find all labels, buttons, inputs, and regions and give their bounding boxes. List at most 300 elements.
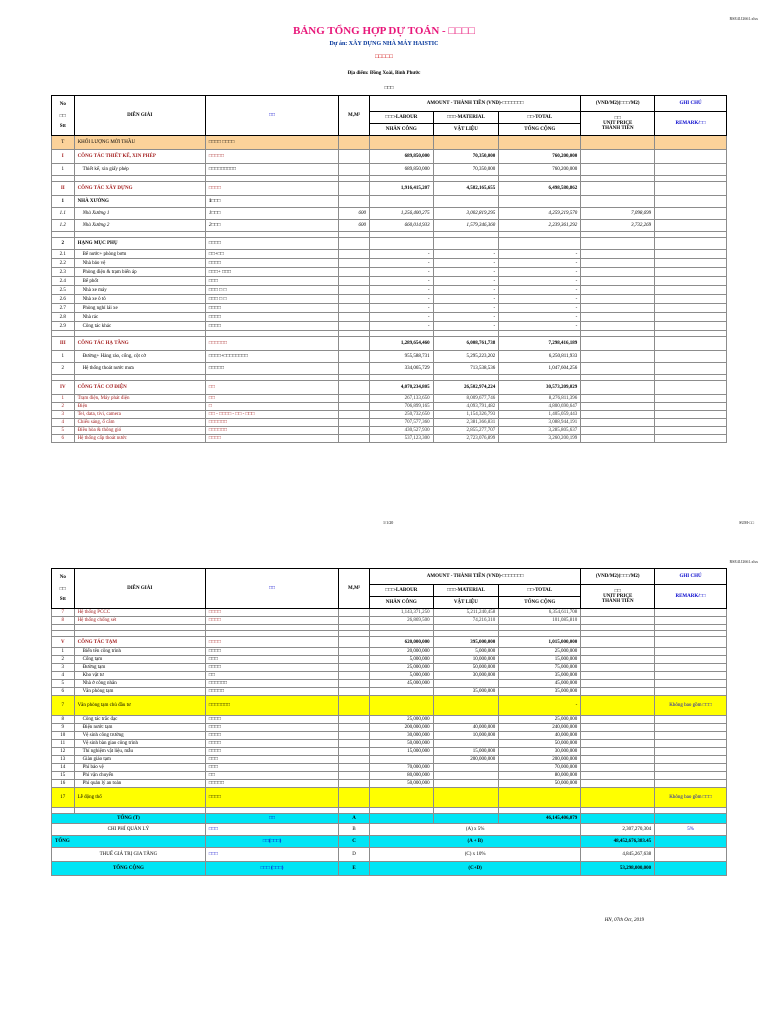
- row-note: [655, 656, 727, 664]
- row-number: 14: [52, 764, 75, 772]
- row-total: 2,239,361,292: [499, 220, 581, 232]
- row-chinese: □□□□: [205, 609, 338, 617]
- table-row: [52, 780, 727, 788]
- row-note: [655, 220, 727, 232]
- row-chinese: 1□□□: [205, 208, 338, 220]
- summary-block: [52, 814, 727, 876]
- row-material: 40,000,000: [433, 724, 499, 732]
- row-material: 1,579,346,360: [433, 220, 499, 232]
- summary-tong-label: TỔNG: [52, 836, 206, 848]
- page-1-footer-left: 1/1/20: [383, 520, 394, 525]
- row-chinese: □□□ □ □: [205, 286, 338, 295]
- row-material: 30,000,000: [433, 672, 499, 680]
- row-area: [339, 696, 370, 716]
- row-note: [655, 322, 727, 331]
- row-labour: 20,000,000: [369, 648, 433, 656]
- row-note: [655, 772, 727, 780]
- row-unit-price: [581, 164, 655, 176]
- row-note: [655, 196, 727, 208]
- table-row: [52, 672, 727, 680]
- row-area: [339, 637, 370, 648]
- row-note: [655, 780, 727, 788]
- row-chinese: □□□□: [205, 304, 338, 313]
- row-area: [339, 664, 370, 672]
- row-description: Chiếu sáng, ổ cắm: [74, 419, 205, 427]
- row-material: 2,381,366,831: [433, 419, 499, 427]
- row-area: [339, 250, 370, 259]
- row-area: 600: [339, 220, 370, 232]
- row-total: 1,405,059,443: [499, 411, 581, 419]
- summary-tong-formula: (A + B): [369, 836, 580, 848]
- row-area: [339, 680, 370, 688]
- row-description: Điều hòa & thông gió: [74, 427, 205, 435]
- row-area: [339, 395, 370, 403]
- row-material: [433, 196, 499, 208]
- row-number: 2.3: [52, 268, 75, 277]
- row-labour: 200,000,000: [369, 724, 433, 732]
- row-total: -: [499, 259, 581, 268]
- row-total: [499, 136, 581, 150]
- row-note: [655, 716, 727, 724]
- header-material: □□□-MATERIAL: [433, 112, 499, 124]
- row-labour: 660,014,933: [369, 220, 433, 232]
- row-material: 5,211,240,458: [433, 609, 499, 617]
- row-total: 15,000,000: [499, 656, 581, 664]
- row-area: [339, 419, 370, 427]
- row-area: [339, 435, 370, 443]
- row-area: [339, 780, 370, 788]
- row-labour: [369, 756, 433, 764]
- row-number: 8: [52, 716, 75, 724]
- row-material: [433, 772, 499, 780]
- row-number: 2.8: [52, 313, 75, 322]
- table-row: [52, 304, 727, 313]
- row-material: 2,855,277,707: [433, 427, 499, 435]
- table-row: [52, 609, 727, 617]
- row-note: [655, 680, 727, 688]
- summary-vat-value: 4,845,267,638: [581, 848, 655, 862]
- row-chinese: □□□□□□□□□: [205, 164, 338, 176]
- row-number: 2.9: [52, 322, 75, 331]
- row-unit-price: [581, 403, 655, 411]
- row-unit-price: [581, 150, 655, 164]
- summary-vat-formula: (C) x 10%: [369, 848, 580, 862]
- file-reference-2: RSE41J2661.xlsx: [729, 559, 758, 564]
- row-labour: [369, 196, 433, 208]
- summary-grand-cn: □□□ (□□□): [205, 862, 338, 876]
- row-unit-price: [581, 395, 655, 403]
- row-total: 6,498,580,862: [499, 182, 581, 196]
- row-number: 8: [52, 617, 75, 625]
- row-note: [655, 259, 727, 268]
- summary-grand-total: [52, 862, 727, 876]
- row-description: CÔNG TÁC XÂY DỰNG: [74, 182, 205, 196]
- table-row: [52, 696, 727, 716]
- row-unit-price: [581, 756, 655, 764]
- row-description: Giàn giáo tạm: [74, 756, 205, 764]
- row-material: 74,216,310: [433, 617, 499, 625]
- row-unit-price: [581, 656, 655, 664]
- table-row: [52, 764, 727, 772]
- table-header: [52, 96, 727, 136]
- row-chinese: □□□□: [205, 322, 338, 331]
- row-description: Nhà xe máy: [74, 286, 205, 295]
- row-number: IV: [52, 381, 75, 395]
- row-unit-price: [581, 724, 655, 732]
- row-total: 40,000,000: [499, 732, 581, 740]
- row-unit-price: [581, 609, 655, 617]
- summary-tong-code: C: [339, 836, 370, 848]
- row-chinese: □□: [205, 381, 338, 395]
- estimate-table-page-1: [51, 95, 727, 443]
- row-labour: 689,850,000: [369, 150, 433, 164]
- summary-tong: [52, 836, 727, 848]
- row-unit-price: [581, 617, 655, 625]
- row-unit-price: [581, 259, 655, 268]
- row-chinese: □□ - □□□□ - □□ - □□□: [205, 411, 338, 419]
- row-material: [433, 238, 499, 250]
- row-chinese: □□□: [205, 277, 338, 286]
- row-number: 13: [52, 756, 75, 764]
- row-chinese: □□□: [205, 756, 338, 764]
- row-area: [339, 268, 370, 277]
- row-chinese: □□□□□□: [205, 337, 338, 351]
- header-description: DIỄN GIẢI: [74, 96, 205, 136]
- row-material: -: [433, 295, 499, 304]
- location: Địa điểm: Đồng Xoài, Bình Phước: [347, 71, 421, 76]
- row-chinese: □□□□□: [205, 780, 338, 788]
- row-description: Hệ thống thoát nước mưa: [74, 363, 205, 375]
- row-note: [655, 150, 727, 164]
- row-labour: -: [369, 277, 433, 286]
- header-note: GHI CHÚ: [655, 569, 727, 585]
- table-row: [52, 322, 727, 331]
- row-material: 713,538,536: [433, 363, 499, 375]
- row-total: 25,000,000: [499, 648, 581, 656]
- row-labour: [369, 788, 433, 808]
- row-material: -: [433, 277, 499, 286]
- row-note: [655, 609, 727, 617]
- row-unit-price: [581, 637, 655, 648]
- row-area: [339, 716, 370, 724]
- row-material: -: [433, 304, 499, 313]
- row-material: 50,000,000: [433, 664, 499, 672]
- table-header-2: [52, 569, 727, 609]
- row-total: -: [499, 696, 581, 716]
- table-row: [52, 277, 727, 286]
- row-description: CÔNG TÁC THIẾT KẾ, XIN PHÉP: [74, 150, 205, 164]
- row-chinese: □□□□: [205, 716, 338, 724]
- summary-grand-formula: (C+D): [369, 862, 580, 876]
- row-description: Hệ thống PCCC: [74, 609, 205, 617]
- row-total: 200,000,000: [499, 756, 581, 764]
- file-reference: RSE41J2661.xlsx: [729, 16, 758, 21]
- row-description: Phí bảo vệ: [74, 764, 205, 772]
- row-unit-price: 3,732,269: [581, 220, 655, 232]
- table-row: [52, 220, 727, 232]
- row-material: 15,000,000: [433, 748, 499, 756]
- table-row: [52, 617, 727, 625]
- row-description: Đường+ Hàng rào, cổng, cột cờ: [74, 351, 205, 363]
- project-name: XÂY DỰNG NHÀ MÁY HAISTIC: [348, 41, 439, 47]
- header-total-vn: TỔNG CỘNG: [499, 124, 581, 136]
- row-labour: 25,000,000: [369, 716, 433, 724]
- row-area: [339, 313, 370, 322]
- row-unit-price: [581, 435, 655, 443]
- row-material: 70,350,000: [433, 150, 499, 164]
- table-row: [52, 286, 727, 295]
- row-unit-price: [581, 419, 655, 427]
- row-material: 35,000,000: [433, 688, 499, 696]
- row-total: 3,285,805,637: [499, 427, 581, 435]
- row-chinese: □□+□□: [205, 250, 338, 259]
- row-description: CÔNG TÁC TẠM: [74, 637, 205, 648]
- row-total: 1,047,604,256: [499, 363, 581, 375]
- row-area: [339, 764, 370, 772]
- row-total: 7,298,416,189: [499, 337, 581, 351]
- table-row: [52, 427, 727, 435]
- header-description: DIỄN GIẢI: [74, 569, 205, 609]
- row-note: [655, 337, 727, 351]
- row-description: Lễ động thổ: [74, 788, 205, 808]
- table-row: [52, 772, 727, 780]
- row-total: -: [499, 322, 581, 331]
- row-note: [655, 724, 727, 732]
- row-total: [499, 788, 581, 808]
- row-description: Kho vật tư: [74, 672, 205, 680]
- row-description: Nhà Xưởng 1: [74, 208, 205, 220]
- row-total: 760,200,000: [499, 150, 581, 164]
- row-labour: -: [369, 304, 433, 313]
- row-total: -: [499, 268, 581, 277]
- row-labour: 25,000,000: [369, 664, 433, 672]
- row-labour: 80,000,000: [369, 772, 433, 780]
- row-description: NHÀ XƯỞNG: [74, 196, 205, 208]
- table-body-page-2: [52, 609, 727, 814]
- row-number: 6: [52, 688, 75, 696]
- row-description: Biển tên công trình: [74, 648, 205, 656]
- row-description: Bể nước+ phòng bơm: [74, 250, 205, 259]
- summary-vat-code: D: [339, 848, 370, 862]
- row-unit-price: [581, 337, 655, 351]
- row-material: 5,295,223,202: [433, 351, 499, 363]
- row-labour: 1,143,371,250: [369, 609, 433, 617]
- table-row: [52, 403, 727, 411]
- row-note: [655, 313, 727, 322]
- row-description: Phòng điện & trạm biến áp: [74, 268, 205, 277]
- row-chinese: □□□□: [205, 748, 338, 756]
- row-total: -: [499, 277, 581, 286]
- table-row: [52, 680, 727, 688]
- row-labour: 30,000,000: [369, 732, 433, 740]
- row-area: [339, 403, 370, 411]
- row-material: 10,000,000: [433, 656, 499, 664]
- summary-total-cn: □□: [205, 814, 338, 824]
- row-chinese: □□□□□□: [205, 427, 338, 435]
- row-number: 4: [52, 419, 75, 427]
- table-row: [52, 724, 727, 732]
- row-area: [339, 740, 370, 748]
- table-row: [52, 208, 727, 220]
- row-chinese: □□□□: [205, 664, 338, 672]
- row-note: [655, 648, 727, 656]
- row-area: [339, 756, 370, 764]
- row-total: -: [499, 286, 581, 295]
- row-area: [339, 286, 370, 295]
- table-body-page-1: [52, 136, 727, 443]
- row-labour: 50,000,000: [369, 780, 433, 788]
- estimate-table-page-2: [51, 568, 727, 876]
- table-row: [52, 259, 727, 268]
- row-description: Văn phòng tạm: [74, 688, 205, 696]
- row-note: [655, 182, 727, 196]
- row-labour: -: [369, 286, 433, 295]
- row-material: 6,008,761,738: [433, 337, 499, 351]
- row-area: [339, 427, 370, 435]
- row-note: [655, 411, 727, 419]
- row-material: -: [433, 268, 499, 277]
- row-chinese: □□□□: [205, 637, 338, 648]
- row-labour: 250,732,650: [369, 411, 433, 419]
- header-chinese: □□: [205, 569, 338, 609]
- row-area: [339, 136, 370, 150]
- table-row: [52, 182, 727, 196]
- page-1-footer-right: SUM-□□: [739, 520, 754, 525]
- row-labour: 5,000,000: [369, 656, 433, 664]
- table-row: [52, 756, 727, 764]
- row-number: 1.2: [52, 220, 75, 232]
- row-material: 4,093,791,482: [433, 403, 499, 411]
- row-unit-price: [581, 304, 655, 313]
- row-number: 9: [52, 724, 75, 732]
- row-unit-price: [581, 648, 655, 656]
- row-note: [655, 286, 727, 295]
- table-row: [52, 196, 727, 208]
- row-chinese: □□: [205, 772, 338, 780]
- row-area: [339, 164, 370, 176]
- row-number: 12: [52, 748, 75, 756]
- row-chinese: □□□□□: [205, 363, 338, 375]
- row-note: [655, 304, 727, 313]
- row-note: [655, 395, 727, 403]
- header-labour-vn: NHÂN CÔNG: [369, 597, 433, 609]
- row-chinese: □□□□: [205, 788, 338, 808]
- row-labour: 620,000,000: [369, 637, 433, 648]
- row-description: Công tác trắc đạc: [74, 716, 205, 724]
- row-labour: [369, 238, 433, 250]
- row-chinese: □: [205, 403, 338, 411]
- row-unit-price: [581, 196, 655, 208]
- row-number: II: [52, 182, 75, 196]
- row-description: Nhà bảo vệ: [74, 259, 205, 268]
- row-note: [655, 208, 727, 220]
- row-area: [339, 648, 370, 656]
- row-labour: -: [369, 313, 433, 322]
- row-area: [339, 724, 370, 732]
- row-area: [339, 196, 370, 208]
- table-row: [52, 250, 727, 259]
- row-number: 1: [52, 648, 75, 656]
- header-unit-price: □□ UNIT PRICE THÀNH TIỀN: [581, 585, 655, 609]
- row-labour: -: [369, 250, 433, 259]
- header-material-vn: VẬT LIỆU: [433, 124, 499, 136]
- summary-mgmt-note: 5%: [655, 824, 727, 836]
- header-total: □□-TOTAL: [499, 112, 581, 124]
- row-number: 4: [52, 672, 75, 680]
- row-total: 4,259,219,570: [499, 208, 581, 220]
- row-unit-price: [581, 363, 655, 375]
- row-labour: 1,256,400,275: [369, 208, 433, 220]
- row-chinese: □□□□: [205, 740, 338, 748]
- row-description: Vệ sinh công trường: [74, 732, 205, 740]
- row-note: [655, 732, 727, 740]
- header-remark: REMARK/□□: [655, 112, 727, 136]
- summary-mgmt-formula: (A) x 5%: [369, 824, 580, 836]
- table-row: [52, 381, 727, 395]
- row-chinese: □□: [205, 395, 338, 403]
- row-chinese: □□□□: [205, 259, 338, 268]
- row-note: [655, 277, 727, 286]
- table-row: [52, 337, 727, 351]
- row-note: Không bao gồm □□□: [655, 788, 727, 808]
- summary-vat: [52, 848, 727, 862]
- row-unit-price: [581, 788, 655, 808]
- row-total: 50,000,000: [499, 780, 581, 788]
- row-area: [339, 772, 370, 780]
- row-labour: [369, 136, 433, 150]
- row-number: 1: [52, 196, 75, 208]
- row-description: Công tác khác: [74, 322, 205, 331]
- row-total: 45,000,000: [499, 680, 581, 688]
- row-number: 1: [52, 164, 75, 176]
- row-chinese: □□□□: [205, 313, 338, 322]
- table-row: [52, 150, 727, 164]
- row-number: 2: [52, 363, 75, 375]
- header-labour: □□□-LABOUR: [369, 585, 433, 597]
- row-chinese: □□□□□□: [205, 419, 338, 427]
- row-total: 8,276,811,396: [499, 395, 581, 403]
- row-description: Phí vận chuyển: [74, 772, 205, 780]
- header-material: □□□-MATERIAL: [433, 585, 499, 597]
- row-area: [339, 337, 370, 351]
- summary-total-value: 46,145,406,079: [499, 814, 581, 824]
- row-unit-price: [581, 688, 655, 696]
- table-row: [52, 313, 727, 322]
- table-row: [52, 164, 727, 176]
- row-note: [655, 381, 727, 395]
- row-number: 3: [52, 664, 75, 672]
- row-area: [339, 617, 370, 625]
- header-unit-price-top: (VND/M2)(□□□/M2): [581, 96, 655, 112]
- row-note: [655, 419, 727, 427]
- table-row: [52, 351, 727, 363]
- row-area: [339, 259, 370, 268]
- table-row: [52, 363, 727, 375]
- row-unit-price: 7,098,699: [581, 208, 655, 220]
- signature-date: HN, 07th Oct, 2019: [604, 918, 644, 923]
- table-row: [52, 664, 727, 672]
- summary-mgmt-value: 2,307,270,304: [581, 824, 655, 836]
- row-chinese: □□□□□: [205, 688, 338, 696]
- row-total: 101,085,810: [499, 617, 581, 625]
- sheet-page-2: [0, 556, 768, 1024]
- row-number: 7: [52, 696, 75, 716]
- row-unit-price: [581, 716, 655, 724]
- row-unit-price: [581, 182, 655, 196]
- table-row: [52, 435, 727, 443]
- row-unit-price: [581, 740, 655, 748]
- table-row: [52, 648, 727, 656]
